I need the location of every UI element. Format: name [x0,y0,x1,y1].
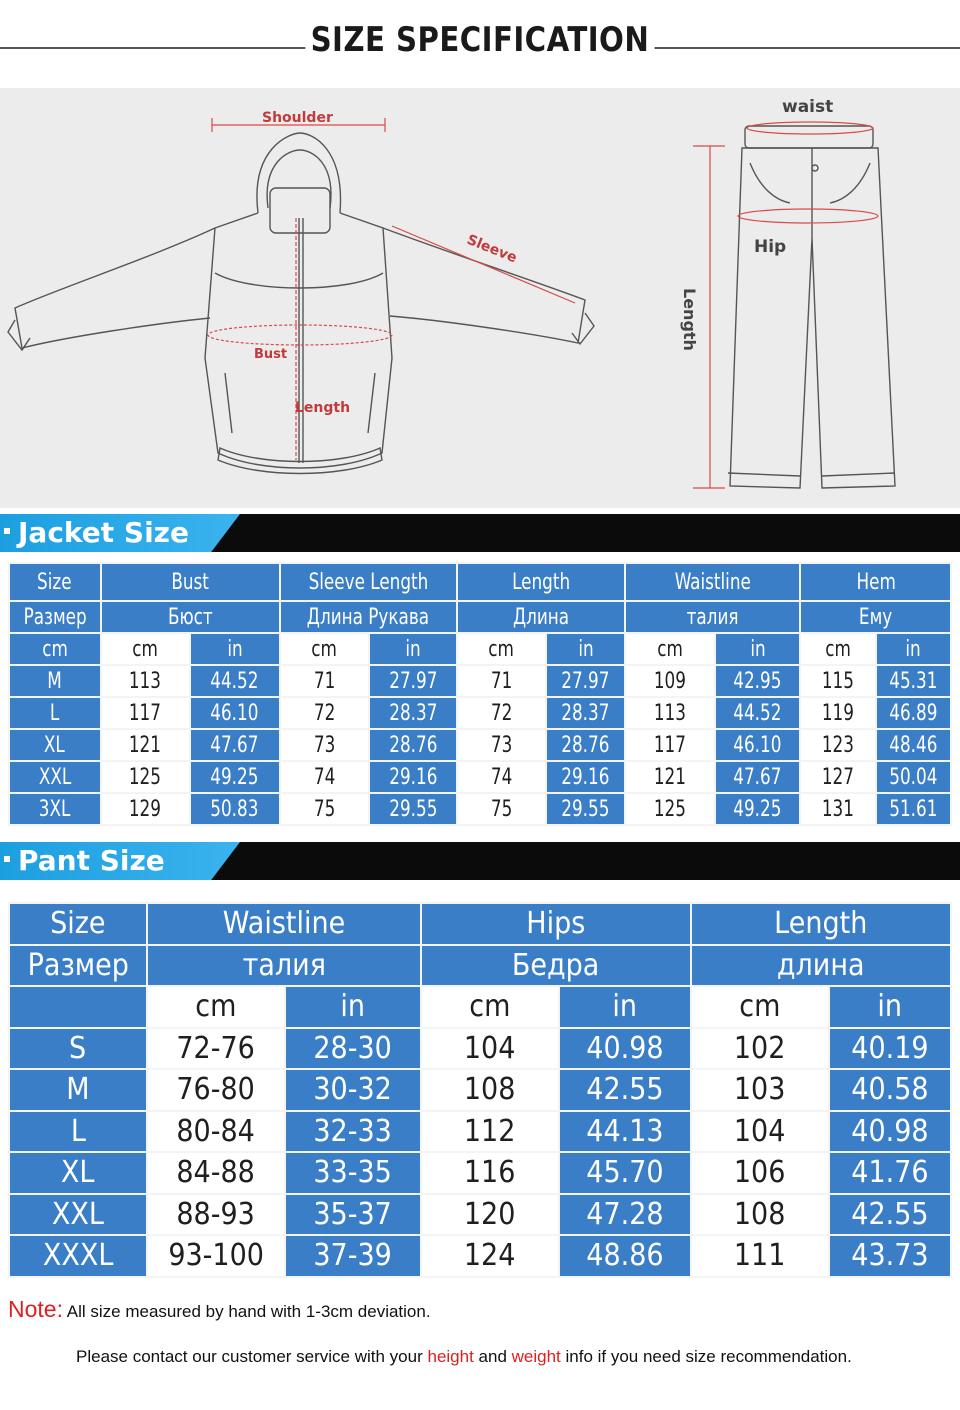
header [0,0,960,88]
jacket-header-hem-ru: Ему [801,602,950,632]
jacket-header-size-ru: Размер [10,602,100,632]
pant-size-table [8,902,952,1278]
page-title: SIZE SPECIFICATION [305,20,654,60]
jacket-header-sleeve: Sleeve Length [281,564,456,600]
jacket-header-bust: Bust [102,564,279,600]
table-row: L 80-84 32-33 112 44.13 104 40.98 [10,1112,950,1152]
table-row: XL 84-88 33-35 116 45.70 106 41.76 [10,1153,950,1193]
table-row: L 117 46.10 72 28.37 72 28.37 113 44.52 119 46.89 [10,698,950,728]
jacket-drawing [8,133,594,474]
contact-note: Please contact our customer service with your height and weight info if you need size recommendation. [76,1347,852,1366]
pant-header-hips-ru: Бедра [422,946,690,986]
pant-units-row: cm in cm in cm in [10,987,950,1027]
label-jacket-length: Length [295,400,351,416]
pant-header-waistline: Waistline [148,904,420,944]
label-bust: Bust [254,347,288,362]
weight-keyword: weight [511,1347,561,1366]
table-row: XXL 125 49.25 74 29.16 74 29.16 121 47.67 127 50.04 [10,762,950,792]
jacket-measure-lines [208,118,575,460]
jacket-header-hem: Hem [801,564,950,600]
measurement-note [8,1296,958,1323]
pant-size-banner [0,842,960,880]
pant-header-size-ru: Размер [10,946,146,986]
note-label: Note: [8,1296,63,1322]
measurement-diagram [0,88,960,508]
jacket-header-waistline-ru: талия [626,602,799,632]
note-text: All size measured by hand with 1-3cm deviation. [62,1302,431,1321]
label-shoulder: Shoulder [262,110,333,126]
pants-measure-lines [693,122,878,488]
pants-drawing [728,126,895,488]
label-waist: waist [782,97,834,117]
jacket-header-size: Size [10,564,100,600]
table-row: XXL 88-93 35-37 120 47.28 108 42.55 [10,1195,950,1235]
jacket-header-length: Length [458,564,625,600]
jacket-size-table [8,562,952,826]
jacket-units-row: cm cm in cm in cm in cm in cm in [10,634,950,664]
label-pants-length: Length [680,288,699,351]
pant-size-title: Pant Size [18,844,165,877]
label-sleeve: Sleeve [464,231,520,267]
jacket-header-length-ru: Длина [458,602,625,632]
jacket-size-banner [0,514,960,552]
pant-header-waistline-ru: талия [148,946,420,986]
height-keyword: height [427,1347,474,1366]
pant-header-length: Length [692,904,950,944]
pant-header-hips: Hips [422,904,690,944]
table-row: M 76-80 30-32 108 42.55 103 40.58 [10,1070,950,1110]
table-row: XL 121 47.67 73 28.76 73 28.76 117 46.10 123 48.46 [10,730,950,760]
pant-header-size: Size [10,904,146,944]
table-row: 3XL 129 50.83 75 29.55 75 29.55 125 49.25 131 51.61 [10,794,950,824]
table-row: S 72-76 28-30 104 40.98 102 40.19 [10,1029,950,1069]
jacket-header-waistline: Waistline [626,564,799,600]
pant-header-length-ru: длина [692,946,950,986]
jacket-header-sleeve-ru: Длина Рукава [281,602,456,632]
table-row: M 113 44.52 71 27.97 71 27.97 109 42.95 115 45.31 [10,666,950,696]
jacket-size-title: Jacket Size [18,516,189,549]
garment-illustration [0,88,960,508]
table-row: XXXL 93-100 37-39 124 48.86 111 43.73 [10,1236,950,1276]
label-hip: Hip [754,237,787,257]
jacket-header-bust-ru: Бюст [102,602,279,632]
